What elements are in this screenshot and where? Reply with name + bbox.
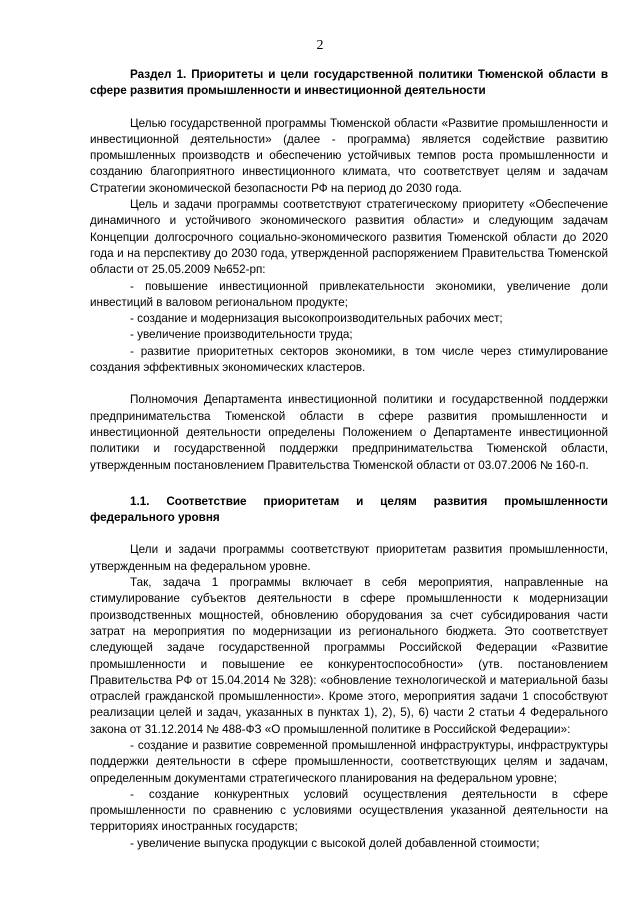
section-1-heading: Раздел 1. Приоритеты и цели государственной политики Тюменской области в сфере развития промышленности и инвестиционной деятельности <box>90 68 608 98</box>
list-item: - создание конкурентных условий осуществления деятельности в сфере промышленности по сравнению с условиями осуществления указанной деятельности на территориях иностранных государств; <box>90 787 608 834</box>
list-item: - развитие приоритетных секторов экономики, в том числе через стимулирование создания эффективных экономических кластеров. <box>90 344 608 375</box>
list-item: - увеличение производительности труда; <box>130 328 353 342</box>
list-item: - увеличение выпуска продукции с высокой долей добавленной стоимости; <box>130 836 540 850</box>
section-1-paragraph-3: Полномочия Департамента инвестиционной политики и государственной поддержки предпринимательства Тюменской области в сфере развития промышленности и инвестиционной деятельности определены Положением о Департаменте инвестиционной политики и государственной поддержки предпринимательства Тюменской области, утвержденным постановлением Правительства Тюменской области от 03.07.2006 № 160-п. <box>90 393 608 472</box>
section-1-1-paragraph-1: Цели и задачи программы соответствуют приоритетам развития промышленности, утвержденным на федеральном уровне. <box>90 543 608 573</box>
section-1-1-paragraph-2: Так, задача 1 программы включает в себя мероприятия, направленные на стимулирование субъектов деятельности в сфере промышленности к модернизации производственных мощностей, обновлению оборудования за счет субсидирования части затрат на мероприятия по модернизации из регионального бюджета. Это соответствует следующей задаче государственной программы Российской Федерации «Развитие промышленности и повышение ее конкурентоспособности» (утв. постановлением Правительства РФ от 15.04.2014 № 328): «обновление технологической и материальной базы отраслей гражданской промышленности». Кроме этого, мероприятия задачи 1 способствуют реализации целей и задач, указанных в пунктах 1), 2), 5), 6) части 2 статьи 4 Федерального закона от 31.12.2014 № 488-ФЗ «О промышленной политике в Российской Федерации»: <box>90 576 608 736</box>
section-1-paragraph-1: Целью государственной программы Тюменской области «Развитие промышленности и инвестиционной деятельности» (далее - программа) является содействие развитию промышленных производств и обеспечению устойчивых темпов роста промышленности и созданию благоприятного инвестиционного климата, что соответствует целям и задачам Стратегии экономической безопасности РФ на период до 2030 года. <box>90 116 608 195</box>
list-item: - повышение инвестиционной привлекательности экономики, увеличение доли инвестиций в валовом региональном продукте; <box>90 279 608 309</box>
section-1-paragraph-2: Цель и задачи программы соответствуют стратегическому приоритету «Обеспечение динамичного и устойчивого экономического развития области» и следующим задачам Концепции долгосрочного социально-экономического развития Тюменской области до 2020 года и на перспективу до 2030 года, утвержденной распоряжением Правительства Тюменской области от 25.05.2009 №652-рп: <box>90 198 608 277</box>
list-item: - создание и развитие современной промышленной инфраструктуры, инфраструктуры поддержки деятельности в сфере промышленности, соответствующих целям и задачам, определенным документами стратегического планирования на федеральном уровне; <box>90 738 608 785</box>
list-item: - создание и модернизация высокопроизводительных рабочих мест; <box>130 312 503 326</box>
document-body <box>90 67 608 852</box>
page-number: 2 <box>316 38 324 53</box>
section-1-1-heading: 1.1. Соответствие приоритетам и целям развития промышленности федерального уровня <box>90 494 608 525</box>
